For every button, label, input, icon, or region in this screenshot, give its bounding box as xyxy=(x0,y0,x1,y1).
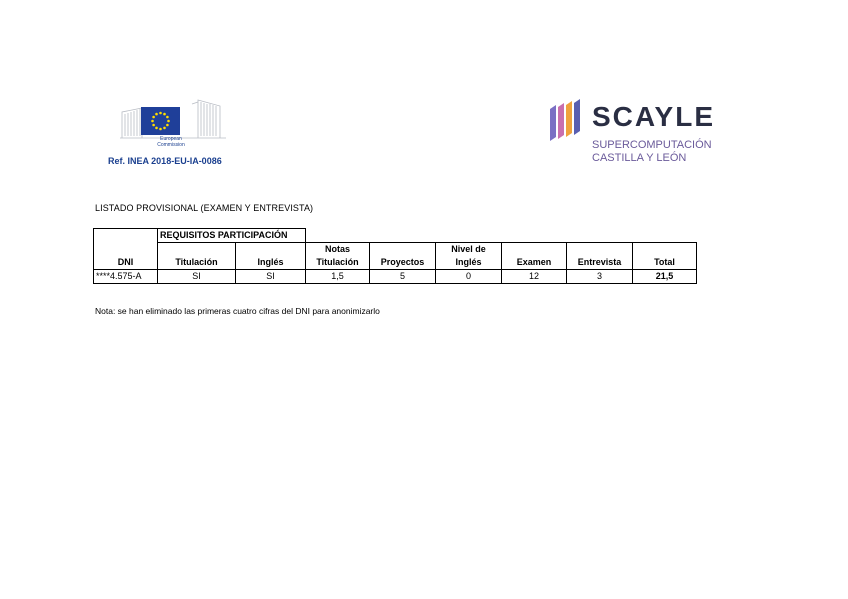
notas-titulacion-cell: 1,5 xyxy=(306,270,370,284)
entrevista-header: Entrevista xyxy=(567,243,633,270)
eu-flag-icon xyxy=(141,107,180,135)
european-commission-logo xyxy=(108,92,253,170)
titulacion-header: Titulación xyxy=(158,243,236,270)
table-row xyxy=(94,270,697,284)
total-header: Total xyxy=(633,243,697,270)
nivel-ingles-header: Inglés xyxy=(436,256,502,270)
eu-logo-caption: European Commission xyxy=(157,136,185,148)
nivel-ingles-cell: 0 xyxy=(436,270,502,284)
document-title: LISTADO PROVISIONAL (EXAMEN Y ENTREVISTA) xyxy=(95,203,314,213)
scayle-subtitle: SUPERCOMPUTACIÓN CASTILLA Y LEÓN xyxy=(592,139,712,164)
table-header-row-top xyxy=(94,243,697,257)
proyectos-header: Proyectos xyxy=(370,243,436,270)
results-table xyxy=(93,228,697,284)
notas-header-top: Notas xyxy=(306,243,370,257)
notas-titulacion-header: Titulación xyxy=(306,256,370,270)
examen-cell: 12 xyxy=(502,270,567,284)
dni-header-cell xyxy=(94,229,158,270)
dni-header: DNI xyxy=(117,257,134,267)
requisitos-header: REQUISITOS PARTICIPACIÓN xyxy=(158,229,306,243)
scayle-wordmark: SCAYLE xyxy=(592,101,716,132)
scayle-logo xyxy=(548,99,728,169)
nivel-header-top: Nivel de xyxy=(436,243,502,257)
proyectos-cell: 5 xyxy=(370,270,436,284)
scayle-bars-icon xyxy=(548,99,582,143)
grant-reference: Ref. INEA 2018-EU-IA-0086 xyxy=(108,156,222,166)
examen-header: Examen xyxy=(502,243,567,270)
table-group-header-row xyxy=(94,229,697,243)
total-cell: 21,5 xyxy=(633,270,697,284)
ingles-cell: SI xyxy=(236,270,306,284)
dni-cell: ****4.575-A xyxy=(94,270,158,284)
ingles-header: Inglés xyxy=(236,243,306,270)
entrevista-cell: 3 xyxy=(567,270,633,284)
footnote: Nota: se han eliminado las primeras cuatro cifras del DNI para anonimizarlo xyxy=(95,306,380,316)
titulacion-cell: SI xyxy=(158,270,236,284)
empty-header-space xyxy=(306,229,697,243)
